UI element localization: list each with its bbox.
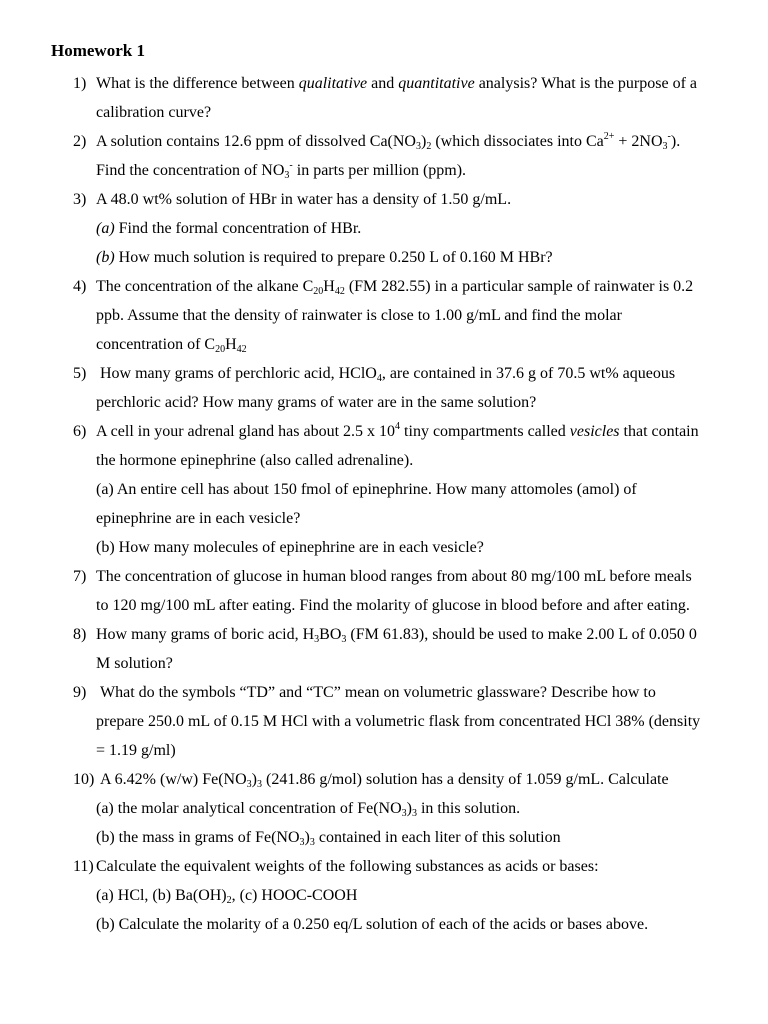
- question-line: = 1.19 g/ml): [96, 742, 176, 759]
- question-line: (a) Find the formal concentration of HBr.: [96, 220, 362, 237]
- question-line: perchloric acid? How many grams of water are in the same solution?: [96, 394, 537, 411]
- question-line: (b) How much solution is required to prepare 0.250 L of 0.160 M HBr?: [96, 249, 553, 266]
- question-number: 8): [73, 626, 87, 643]
- question-line: epinephrine are in each vesicle?: [96, 510, 301, 527]
- question-line: Calculate the equivalent weights of the following substances as acids or bases:: [96, 858, 599, 875]
- question-line: concentration of C20H42: [96, 336, 247, 355]
- question-line: prepare 250.0 mL of 0.15 M HCl with a volumetric flask from concentrated HCl 38% (density: [96, 713, 701, 730]
- question-line: A 6.42% (w/w) Fe(NO3)3 (241.86 g/mol) solution has a density of 1.059 g/mL. Calculate: [96, 771, 669, 790]
- question-line: What is the difference between qualitative and quantitative analysis? What is the purpose of a: [96, 75, 698, 92]
- question-number: 9): [73, 684, 87, 701]
- question-line: (b) the mass in grams of Fe(NO3)3 contained in each liter of this solution: [96, 829, 561, 848]
- question-5: [73, 359, 723, 417]
- question-line: (a) HCl, (b) Ba(OH)2, (c) HOOC-COOH: [96, 887, 358, 906]
- question-6: [73, 417, 723, 562]
- question-line: calibration curve?: [96, 104, 212, 121]
- question-number: 1): [73, 75, 87, 92]
- question-line: A 48.0 wt% solution of HBr in water has a density of 1.50 g/mL.: [96, 191, 512, 208]
- question-11: [73, 852, 723, 939]
- question-3: [73, 185, 723, 272]
- question-line: to 120 mg/100 mL after eating. Find the molarity of glucose in blood before and after eating.: [96, 597, 690, 614]
- question-4: [73, 272, 723, 359]
- question-line: How many grams of boric acid, H3BO3 (FM 61.83), should be used to make 2.00 L of 0.050 0: [96, 626, 697, 645]
- question-line: (b) How many molecules of epinephrine are in each vesicle?: [96, 539, 484, 556]
- question-number: 2): [73, 133, 87, 150]
- question-line: the hormone epinephrine (also called adrenaline).: [96, 452, 414, 469]
- question-line: Find the concentration of NO3- in parts per million (ppm).: [96, 160, 467, 181]
- question-number: 4): [73, 278, 87, 295]
- question-line: (a) the molar analytical concentration of Fe(NO3)3 in this solution.: [96, 800, 521, 819]
- question-line: A solution contains 12.6 ppm of dissolved Ca(NO3)2 (which dissociates into $Ca^{2+} + 2NO3^-$).: [96, 131, 681, 152]
- question-number: 10): [73, 771, 95, 788]
- question-2: [73, 127, 723, 185]
- question-line: ppb. Assume that the density of rainwater is close to 1.00 g/mL and find the molar: [96, 307, 622, 324]
- question-line: (b) Calculate the molarity of a 0.250 eq/L solution of each of the acids or bases above.: [96, 916, 649, 933]
- question-number: 11): [73, 858, 94, 875]
- question-8: [73, 620, 723, 678]
- question-10: [73, 765, 723, 852]
- question-line: How many grams of perchloric acid, HClO4, are contained in 37.6 g of 70.5 wt% aqueous: [96, 365, 676, 384]
- page-title: Homework 1: [51, 41, 145, 60]
- question-number: 5): [73, 365, 87, 382]
- question-line: A cell in your adrenal gland has about 2.5 x $10^4$ tiny compartments called vesicles that contain: [96, 421, 699, 440]
- question-line: What do the symbols “TD” and “TC” mean on volumetric glassware? Describe how to: [96, 684, 656, 701]
- question-line: M solution?: [96, 655, 173, 672]
- question-number: 7): [73, 568, 87, 585]
- question-list: [73, 69, 723, 939]
- question-line: The concentration of the alkane C20H42 (FM 282.55) in a particular sample of rainwater is 0.2: [96, 278, 694, 297]
- question-1: [73, 69, 723, 127]
- question-number: 3): [73, 191, 87, 208]
- question-line: The concentration of glucose in human blood ranges from about 80 mg/100 mL before meals: [96, 568, 692, 585]
- question-7: [73, 562, 723, 620]
- question-number: 6): [73, 423, 87, 440]
- question-9: [73, 678, 723, 765]
- question-line: (a) An entire cell has about 150 fmol of epinephrine. How many attomoles (amol) of: [96, 481, 637, 498]
